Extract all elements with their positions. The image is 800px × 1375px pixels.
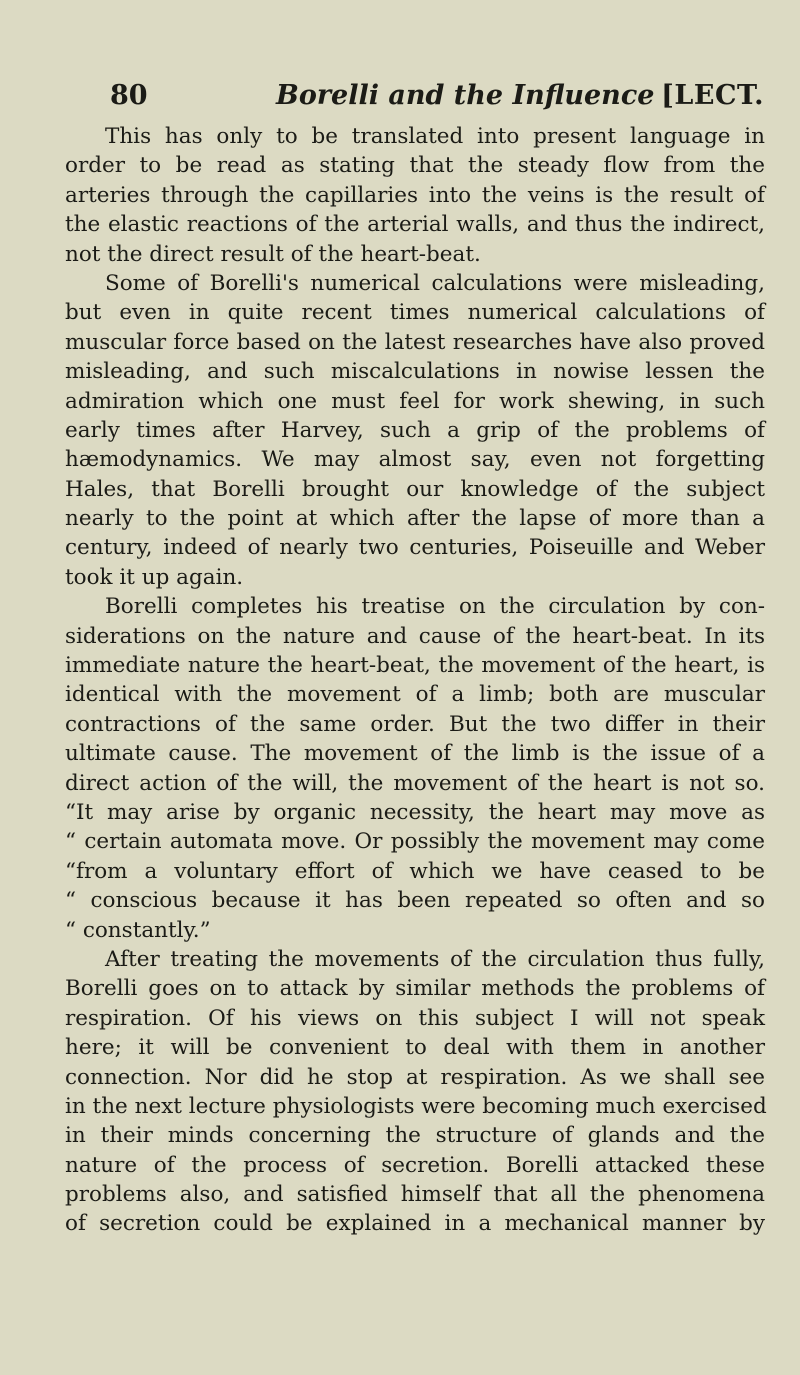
text-line: but even in quite recent times numerical calculations of	[65, 300, 765, 326]
text-line: respiration. Of his views on this subject I will not speak	[65, 1005, 765, 1031]
text-line: nearly to the point at which after the lapse of more than a	[65, 506, 765, 532]
text-line: hæmodynamics. We may almost say, even not forgetting	[65, 447, 765, 473]
text-line: order to be read as stating that the steady flow from the	[65, 153, 765, 179]
text-line: took it up again.	[65, 564, 244, 590]
text-line: “It may arise by organic necessity, the heart may move as	[65, 799, 765, 825]
text-line: siderations on the nature and cause of the heart-beat. In its	[65, 623, 765, 649]
running-title: Borelli and the Influence	[276, 80, 655, 111]
text-line: here; it will be convenient to deal with them in another	[65, 1035, 765, 1061]
text-line: not the direct result of the heart-beat.	[65, 241, 481, 267]
text-line: nature of the process of secretion. Borelli attacked these	[65, 1152, 765, 1178]
text-line: Borelli goes on to attack by similar methods the problems of	[65, 976, 765, 1002]
lecture-marker: [LECT.	[661, 80, 764, 111]
text-line: “ constantly.”	[65, 917, 211, 943]
text-line: century, indeed of nearly two centuries, Poiseuille and Weber	[65, 535, 765, 561]
text-line: the elastic reactions of the arterial walls, and thus the indirect,	[65, 212, 765, 238]
text-line: misleading, and such miscalculations in nowise lessen the	[65, 359, 765, 385]
text-line: muscular force based on the latest researches have also proved	[65, 329, 765, 355]
text-line: immediate nature the heart-beat, the movement of the heart, is	[65, 653, 765, 679]
text-line: “ conscious because it has been repeated so often and so	[65, 888, 765, 914]
text-line: This has only to be translated into present language in	[105, 124, 765, 149]
text-line: “ certain automata move. Or possibly the movement may come	[65, 829, 765, 855]
text-line: identical with the movement of a limb; both are muscular	[65, 682, 765, 708]
text-line: in the next lecture physiologists were becoming much exercised	[65, 1093, 767, 1119]
text-line: contractions of the same order. But the two differ in their	[65, 711, 765, 737]
text-line: “from a voluntary effort of which we have ceased to be	[65, 858, 765, 884]
text-line: After treating the movements of the circulation thus fully,	[105, 946, 765, 972]
text-line: in their minds concerning the structure of glands and the	[65, 1123, 765, 1149]
text-line: connection. Nor did he stop at respiration. As we shall see	[65, 1064, 765, 1090]
running-head	[110, 76, 764, 116]
text-line: of secretion could be explained in a mechanical manner by	[65, 1211, 765, 1237]
text-line: direct action of the will, the movement of the heart is not so.	[65, 770, 765, 796]
text-line: arteries through the capillaries into the veins is the result of	[65, 182, 765, 208]
page-number: 80	[110, 80, 148, 111]
text-line: early times after Harvey, such a grip of the problems of	[65, 417, 765, 443]
text-line: admiration which one must feel for work shewing, in such	[65, 388, 765, 414]
text-line: Some of Borelli's numerical calculations were misleading,	[105, 270, 765, 296]
text-line: ultimate cause. The movement of the limb is the issue of a	[65, 741, 765, 767]
text-line: problems also, and satisfied himself that all the phenomena	[65, 1182, 765, 1208]
text-line: Hales, that Borelli brought our knowledge of the subject	[65, 476, 765, 502]
body-text	[65, 122, 765, 1239]
text-line: Borelli completes his treatise on the circulation by con-	[105, 594, 765, 620]
